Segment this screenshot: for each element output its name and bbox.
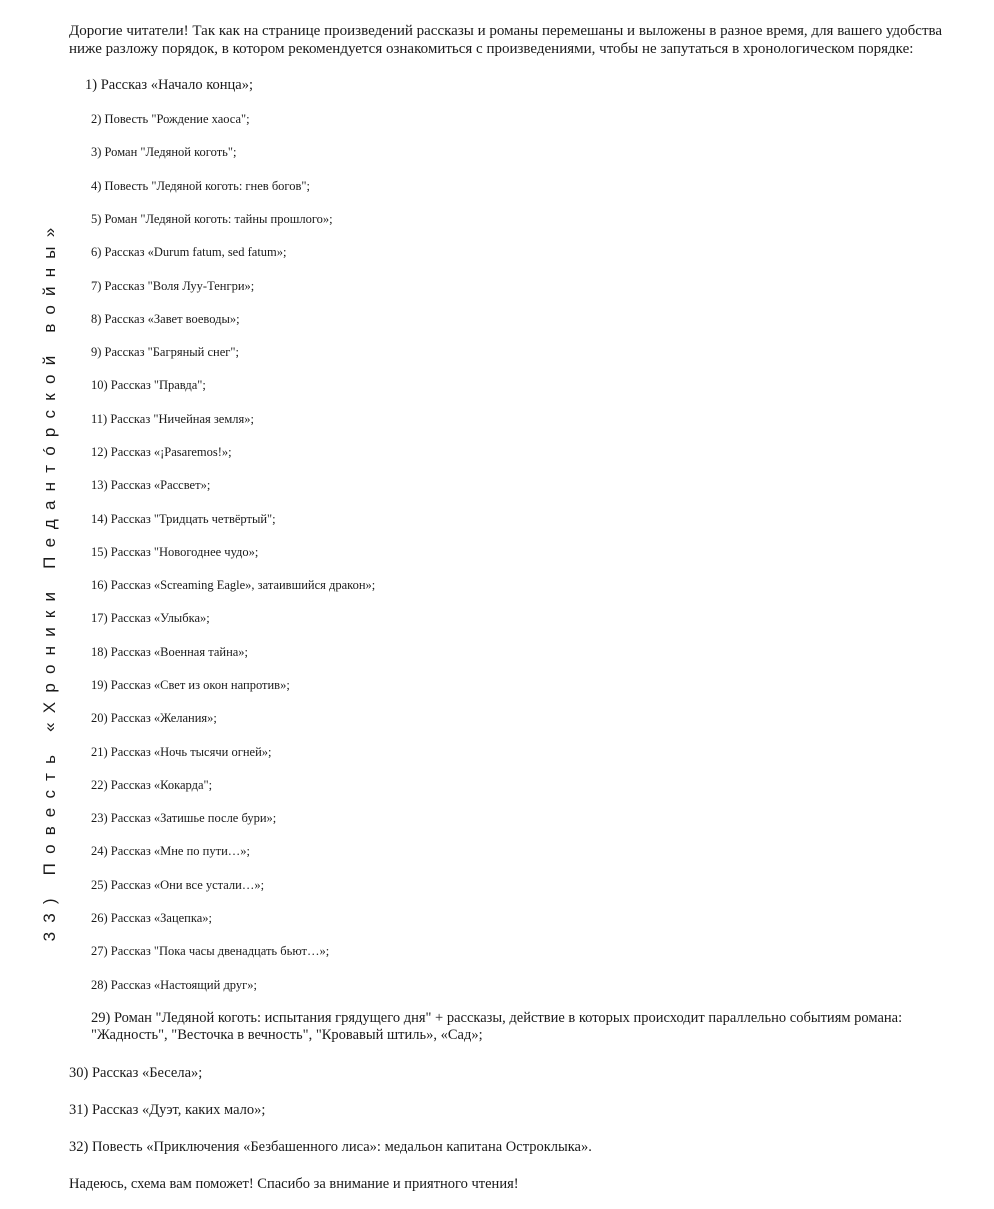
list-item: 32) Повесть «Приключения «Безбашенного лиса»: медальон капитана Остроклыка». <box>69 1139 592 1155</box>
list-item: 23) Рассказ «Затишье после бури»; <box>91 811 277 825</box>
list-item: 19) Рассказ «Свет из окон напротив»; <box>91 678 290 692</box>
list-item: 2) Повесть "Рождение хаоса"; <box>91 112 250 126</box>
list-item: 3) Роман "Ледяной коготь"; <box>91 145 237 159</box>
list-item: 17) Рассказ «Улыбка»; <box>91 611 210 625</box>
list-item: 16) Рассказ «Screaming Eagle», затаившийся дракон»; <box>91 578 376 592</box>
list-item: 31) Рассказ «Дуэт, каких мало»; <box>69 1102 266 1118</box>
closing-paragraph: Надеюсь, схема вам поможет! Спасибо за внимание и приятного чтения! <box>69 1176 519 1192</box>
list-item: 25) Рассказ «Они все устали…»; <box>91 878 265 892</box>
list-item: 6) Рассказ «Durum fatum, sed fatum»; <box>91 245 287 259</box>
list-item: 1) Рассказ «Начало конца»; <box>85 77 254 93</box>
list-item: 7) Рассказ "Воля Луу-Тенгри»; <box>91 279 255 293</box>
list-item: 20) Рассказ «Желания»; <box>91 711 217 725</box>
list-item: 21) Рассказ «Ночь тысячи огней»; <box>91 745 272 759</box>
list-item: 24) Рассказ «Мне по пути…»; <box>91 844 250 858</box>
list-item: 14) Рассказ "Тридцать четвёртый"; <box>91 512 276 526</box>
list-item: 10) Рассказ "Правда"; <box>91 378 206 392</box>
list-item: 22) Рассказ «Кокарда"; <box>91 778 213 792</box>
list-item: 13) Рассказ «Рассвет»; <box>91 478 211 492</box>
intro-paragraph: Дорогие читатели! Так как на странице произведений рассказы и романы перемешаны и выложены в разное время, для вашего удобства ниже разложу порядок, в котором рекомендуется ознакомиться с произведениями, чтобы не запутаться в хронологическом порядке: <box>69 23 943 57</box>
list-item: 12) Рассказ «¡Pasaremos!»; <box>91 445 232 459</box>
list-item: 15) Рассказ "Новогоднее чудо»; <box>91 545 259 559</box>
list-item: 27) Рассказ "Пока часы двенадцать бьют…»; <box>91 944 330 958</box>
list-item: 9) Рассказ "Багряный снег"; <box>91 345 239 359</box>
list-item: 18) Рассказ «Военная тайна»; <box>91 645 249 659</box>
list-item: 26) Рассказ «Зацепка»; <box>91 911 213 925</box>
list-item: 28) Рассказ «Настоящий друг»; <box>91 978 257 992</box>
list-item: 5) Роман "Ледяной коготь: тайны прошлого»; <box>91 212 333 226</box>
list-item: 30) Рассказ «Бесела»; <box>69 1065 203 1081</box>
list-item: 11) Рассказ "Ничейная земля»; <box>91 412 254 426</box>
vertical-side-title: 33) Повесть «Хроники Педантóрской войны» <box>40 218 59 942</box>
list-item: 29) Роман "Ледяной коготь: испытания грядущего дня" + рассказы, действие в которых происходит параллельно событиям романа: "Жадность", "Весточка в вечность", "Кровавый штиль», «Сад»; <box>91 1010 903 1043</box>
list-item: 4) Повесть "Ледяной коготь: гнев богов"; <box>91 179 310 193</box>
list-item: 8) Рассказ «Завет воеводы»; <box>91 312 240 326</box>
